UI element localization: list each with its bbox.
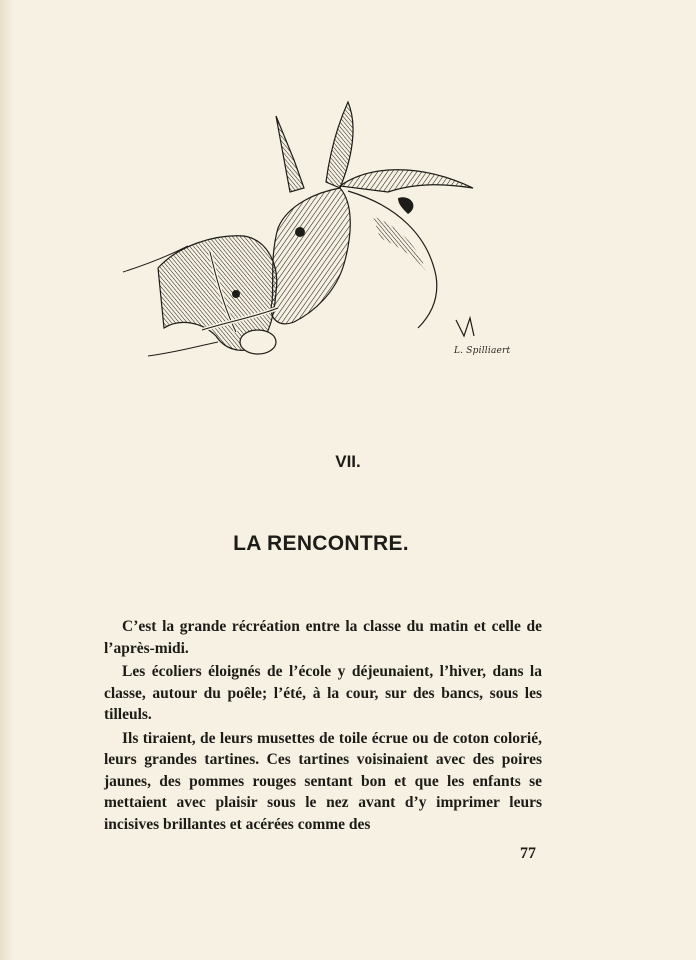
chapter-title: LA RENCONTRE. (233, 532, 409, 555)
paragraph: C’est la grande récréation entre la classe du matin et celle de l’après-midi. (104, 618, 542, 657)
paragraph: Les écoliers éloignés de l’école y déjeunaient, l’hiver, dans la classe, autour du poêle; l’été, à la cour, sur des bancs, sous les tilleuls. (104, 663, 542, 723)
artist-signature: L. Spilliaert (454, 346, 511, 356)
body-text (104, 616, 542, 837)
paragraph: Ils tiraient, de leurs musettes de toile écrue ou de coton colorié, leurs grandes tartines. Ces tartines voisinaient avec des poires jaunes, des pommes rouges sentant bon et que les enfants se mettaient avec plaisir sous le nez avant d’y imprimer leurs incisives brillantes et acérées comme des (104, 729, 542, 833)
page-edge-shadow (0, 0, 14, 960)
horse-heads-illustration (118, 96, 538, 366)
chapter-number: VII. (335, 452, 361, 471)
page-number: 77 (520, 845, 536, 862)
